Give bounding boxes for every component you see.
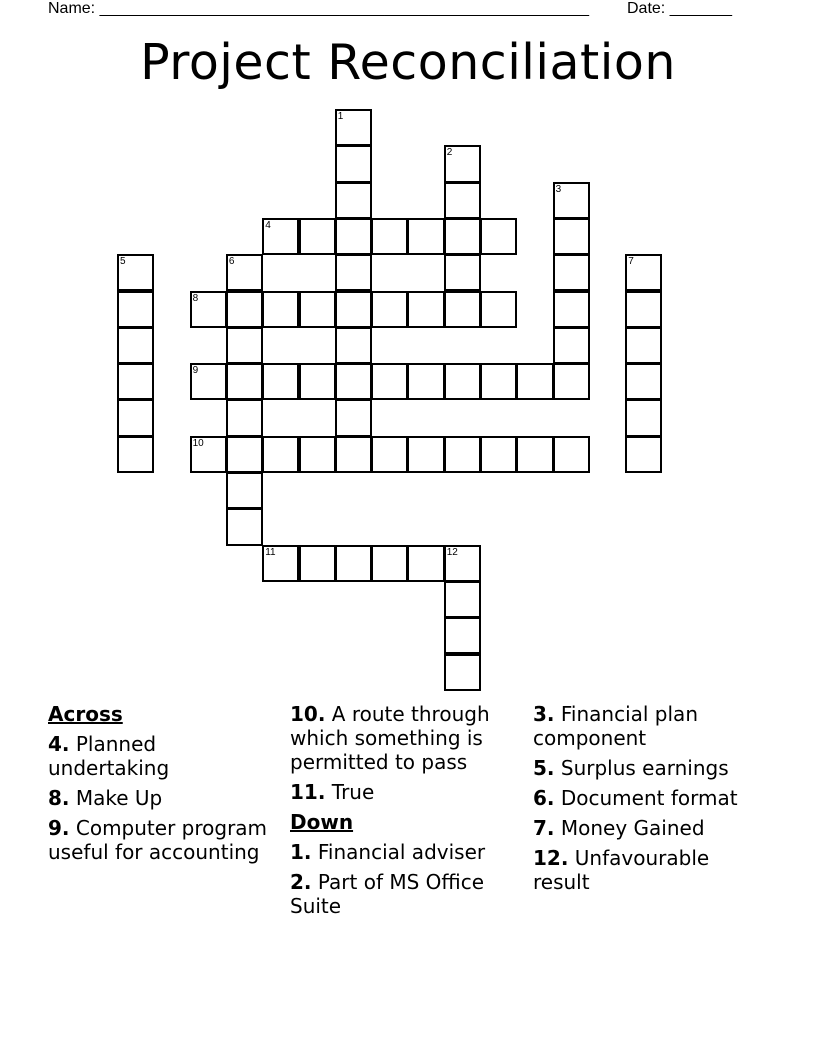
grid-cell[interactable] (553, 363, 590, 400)
clue-number: 2 (446, 147, 453, 159)
grid-cell[interactable] (407, 436, 444, 473)
grid-cell[interactable] (226, 436, 263, 473)
clue-across-8: 8. Make Up (48, 786, 163, 810)
clue-column-2 (290, 702, 525, 918)
grid-cell[interactable] (335, 145, 372, 182)
grid-cell[interactable] (299, 218, 336, 255)
down-heading: Down (290, 810, 354, 834)
grid-cell[interactable] (444, 436, 481, 473)
grid-cell[interactable] (262, 436, 299, 473)
grid-cell[interactable] (335, 545, 372, 582)
grid-cell[interactable] (190, 436, 227, 473)
grid-cell[interactable] (335, 109, 372, 146)
clue-down-12: 12. Unfavourable result (533, 846, 710, 894)
grid-cell[interactable] (335, 291, 372, 328)
clue-column-1 (48, 702, 283, 864)
grid-cell[interactable] (335, 218, 372, 255)
grid-cell[interactable] (553, 291, 590, 328)
clue-number: 9 (192, 365, 199, 377)
grid-cell[interactable] (553, 254, 590, 291)
grid-cell[interactable] (190, 291, 227, 328)
grid-cell[interactable] (226, 363, 263, 400)
grid-cell[interactable] (444, 218, 481, 255)
clue-across-9: 9. Computer program useful for accounting (48, 816, 268, 864)
clue-number: 8 (192, 292, 199, 304)
grid-cell[interactable] (226, 291, 263, 328)
grid-cell[interactable] (444, 617, 481, 654)
grid-cell[interactable] (625, 399, 662, 436)
clue-down-7: 7. Money Gained (533, 816, 705, 840)
grid-cell[interactable] (117, 436, 154, 473)
grid-cell[interactable] (371, 436, 408, 473)
grid-cell[interactable] (117, 399, 154, 436)
puzzle-title: Project Reconciliation (140, 34, 676, 91)
clue-down-5: 5. Surplus earnings (533, 756, 729, 780)
grid-cell[interactable] (262, 291, 299, 328)
grid-cell[interactable] (226, 508, 263, 545)
grid-cell[interactable] (371, 291, 408, 328)
grid-cell[interactable] (299, 291, 336, 328)
grid-cell[interactable] (335, 399, 372, 436)
grid-cell[interactable] (444, 545, 481, 582)
grid-cell[interactable] (335, 182, 372, 219)
grid-cell[interactable] (516, 436, 553, 473)
grid-cell[interactable] (553, 182, 590, 219)
grid-cell[interactable] (480, 436, 517, 473)
grid-cell[interactable] (190, 363, 227, 400)
grid-cell[interactable] (444, 291, 481, 328)
grid-cell[interactable] (299, 363, 336, 400)
grid-cell[interactable] (117, 363, 154, 400)
grid-cell[interactable] (226, 254, 263, 291)
grid-cell[interactable] (553, 436, 590, 473)
clue-number: 12 (446, 546, 458, 558)
grid-cell[interactable] (262, 363, 299, 400)
grid-cell[interactable] (335, 254, 372, 291)
grid-cell[interactable] (371, 545, 408, 582)
grid-cell[interactable] (553, 218, 590, 255)
clue-number: 3 (555, 183, 562, 195)
grid-cell[interactable] (262, 545, 299, 582)
grid-cell[interactable] (516, 363, 553, 400)
grid-cell[interactable] (625, 436, 662, 473)
clue-across-11: 11. True (290, 780, 375, 804)
clue-down-6: 6. Document format (533, 786, 738, 810)
grid-cell[interactable] (299, 436, 336, 473)
clue-number: 5 (120, 256, 126, 268)
grid-cell[interactable] (625, 327, 662, 364)
grid-cell[interactable] (299, 545, 336, 582)
across-heading: Across (48, 702, 123, 726)
grid-cell[interactable] (371, 363, 408, 400)
grid-cell[interactable] (117, 291, 154, 328)
grid-cell[interactable] (625, 254, 662, 291)
grid-cell[interactable] (335, 327, 372, 364)
name-field-label: Name: _______________________________________________________ (48, 0, 589, 17)
grid-cell[interactable] (444, 145, 481, 182)
grid-cell[interactable] (226, 472, 263, 509)
grid-cell[interactable] (480, 218, 517, 255)
grid-cell[interactable] (226, 399, 263, 436)
grid-cell[interactable] (480, 363, 517, 400)
clue-down-2: 2. Part of MS Office Suite (290, 870, 485, 918)
clue-down-1: 1. Financial adviser (290, 840, 486, 864)
grid-cell[interactable] (335, 436, 372, 473)
clue-across-4: 4. Planned undertaking (48, 732, 170, 780)
grid-cell[interactable] (553, 327, 590, 364)
grid-cell[interactable] (444, 654, 481, 691)
clue-number: 6 (228, 256, 235, 268)
grid-cell[interactable] (407, 545, 444, 582)
grid-cell[interactable] (117, 254, 154, 291)
clue-number: 4 (265, 219, 271, 231)
grid-cell[interactable] (117, 327, 154, 364)
date-field-label: Date: _______ (627, 0, 732, 17)
grid-cell[interactable] (407, 363, 444, 400)
grid-cell[interactable] (444, 363, 481, 400)
grid-cell[interactable] (444, 254, 481, 291)
grid-cell[interactable] (262, 218, 299, 255)
clue-down-3: 3. Financial plan component (533, 702, 698, 750)
clue-across-10: 10. A route through which something is permitted to pass (290, 702, 490, 774)
grid-cell[interactable] (371, 218, 408, 255)
grid-cell[interactable] (444, 182, 481, 219)
clue-number: 1 (337, 111, 344, 122)
clue-column-3 (533, 702, 768, 894)
grid-cell[interactable] (625, 363, 662, 400)
grid-cell[interactable] (407, 291, 444, 328)
grid-cell[interactable] (444, 581, 481, 618)
clue-number: 10 (192, 437, 204, 449)
grid-cell[interactable] (480, 291, 517, 328)
clue-number: 11 (265, 546, 276, 558)
grid-cell[interactable] (335, 363, 372, 400)
grid-cell[interactable] (407, 218, 444, 255)
grid-cell[interactable] (226, 327, 263, 364)
clue-number: 7 (628, 256, 634, 268)
grid-cell[interactable] (625, 291, 662, 328)
